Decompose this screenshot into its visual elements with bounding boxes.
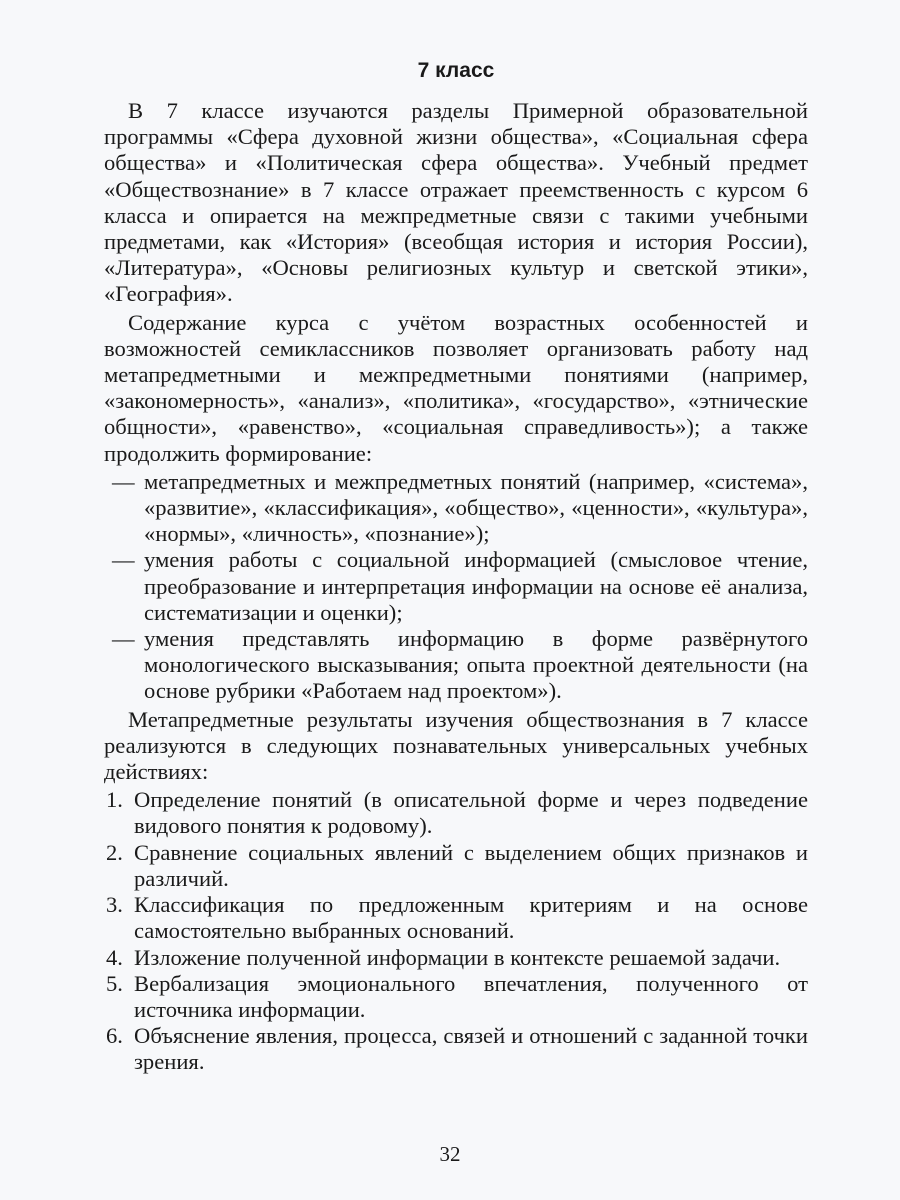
item-text: Сравнение социальных явлений с выделением общих признаков и различий. (134, 839, 808, 891)
dash-list-item (104, 626, 808, 705)
item-number: 4. (106, 944, 123, 970)
dash-item-text: метапредметных и межпредметных понятий (например, «система», «развитие», «классификация», «общество», «ценности», «культура», «нормы», «личность», «познание»); (144, 468, 808, 547)
item-number: 3. (106, 892, 123, 918)
dash-list-item (104, 547, 808, 626)
numbered-list-item (104, 787, 808, 839)
numbered-list (104, 787, 808, 1075)
dash-list (104, 469, 808, 705)
dash-marker: — (112, 626, 135, 652)
item-text: Определение понятий (в описательной форме и через подведение видового понятия к родовому). (134, 787, 808, 839)
page-number: 32 (439, 1142, 461, 1166)
numbered-list-item (104, 971, 808, 1023)
item-text: Объяснение явления, процесса, связей и отношений с заданной точки зрения. (134, 1023, 808, 1075)
content-paragraph: Содержание курса с учётом возрастных особенностей и возможностей семиклассников позволяет организовать работу над метапредметными и межпредметными понятиями (например, «закономерность», «анализ», «политика», «государство», «этнические общности», «равенство», «социальная справедливость»); а также продолжить формирование: (104, 309, 808, 466)
dash-marker: — (112, 468, 135, 494)
section-heading: 7 класс (417, 59, 495, 82)
numbered-list-item (104, 1023, 808, 1075)
dash-item-text: умения работы с социальной информацией (смысловое чтение, преобразование и интерпретация информации на основе её анализа, систематизации и оценки); (144, 547, 808, 625)
dash-item-text: умения представлять информацию в форме развёрнутого монологического высказывания; опыта проектной деятельности (на основе рубрики «Работаем над проектом»). (144, 626, 808, 704)
item-text: Вербализация эмоционального впечатления, полученного от источника информации. (134, 970, 808, 1022)
item-number: 1. (106, 787, 123, 813)
numbered-list-item (104, 840, 808, 892)
numbered-list-item (104, 945, 808, 971)
results-paragraph: Метапредметные результаты изучения обществознания в 7 классе реализуются в следующих познавательных универсальных учебных действиях: (104, 706, 808, 785)
numbered-list-item (104, 892, 808, 944)
item-text: Изложение полученной информации в контексте решаемой задачи. (134, 944, 781, 970)
item-number: 6. (106, 1023, 123, 1049)
dash-list-item (104, 469, 808, 548)
dash-marker: — (112, 547, 135, 573)
item-text: Классификация по предложенным критериям и на основе самостоятельно выбранных оснований. (134, 892, 808, 944)
page-content (104, 56, 808, 1078)
item-number: 2. (106, 839, 123, 865)
intro-paragraph: В 7 классе изучаются разделы Примерной образовательной программы «Сфера духовной жизни общества», «Социальная сфера общества» и «Политическая сфера общества». Учебный предмет «Обществознание» в 7 классе отражает преемственность с курсом 6 класса и опирается на межпредметные связи с такими учебными предметами, как «История» (всеобщая история и история России), «Литература», «Основы религиозных культур и светской этики», «География». (104, 98, 808, 307)
item-number: 5. (106, 970, 123, 996)
